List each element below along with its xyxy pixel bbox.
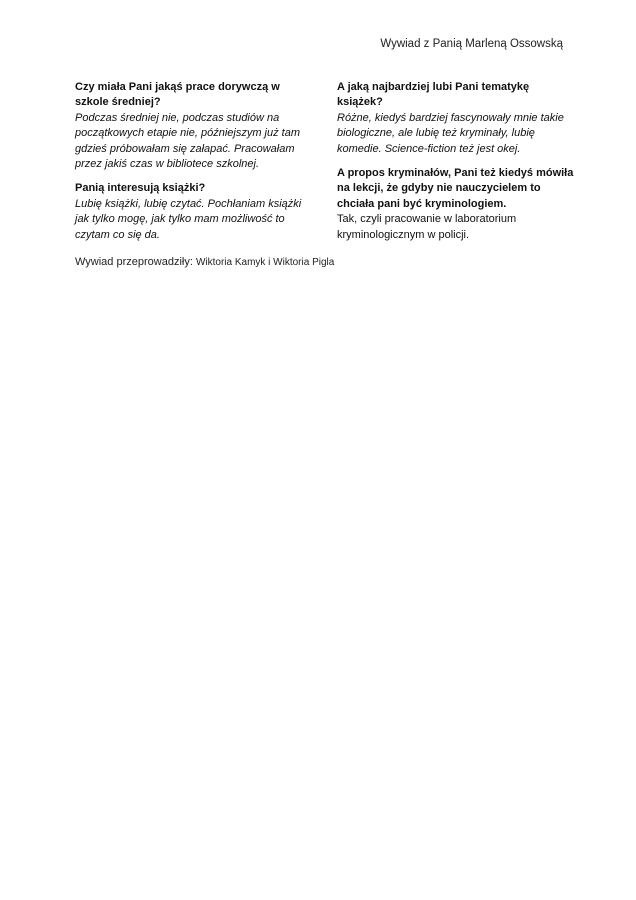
question-text: A propos kryminałów, Pani też kiedyś mówiła na lekcji, że gdyby nie nauczycielem to chciała pani być kryminologiem. — [337, 167, 574, 210]
answer-text: Tak, czyli pracowanie w laboratorium kryminologicznym w policji. — [337, 213, 517, 241]
credits-label: Wywiad przeprowadziły: — [75, 256, 193, 268]
question-text: Czy miała Pani jakąś prace dorywczą w szkole średniej? — [75, 81, 280, 109]
left-column — [75, 80, 313, 252]
page-header-title: Wywiad z Panią Marleną Ossowską — [380, 38, 563, 50]
answer-text: Lubię książki, lubię czytać. Pochłaniam książki jak tylko mogę, jak tylko mam możliwość to czytam co się da. — [75, 197, 302, 241]
right-column — [337, 80, 577, 252]
question-text: A jaką najbardziej lubi Pani tematykę książek? — [337, 81, 530, 109]
qa-block — [337, 80, 577, 157]
credits-names: Wiktoria Kamyk i Wiktoria Pigla — [195, 257, 335, 268]
question-text: Panią interesują książki? — [75, 182, 206, 195]
answer-text: Podczas średniej nie, podczas studiów na początkowych etapie nie, późniejszym już tam gdzieś próbowałam się załapać. Pracowałam przez jakiś czas w bibliotece szkolnej. — [75, 111, 300, 171]
qa-block — [337, 166, 577, 243]
answer-text: Różne, kiedyś bardziej fascynowały mnie takie biologiczne, ale lubię też kryminały, lubię komedie. Science-fiction też jest okej. — [337, 111, 564, 155]
qa-block — [75, 80, 313, 172]
interview-credits — [75, 256, 334, 268]
qa-block — [75, 181, 313, 243]
